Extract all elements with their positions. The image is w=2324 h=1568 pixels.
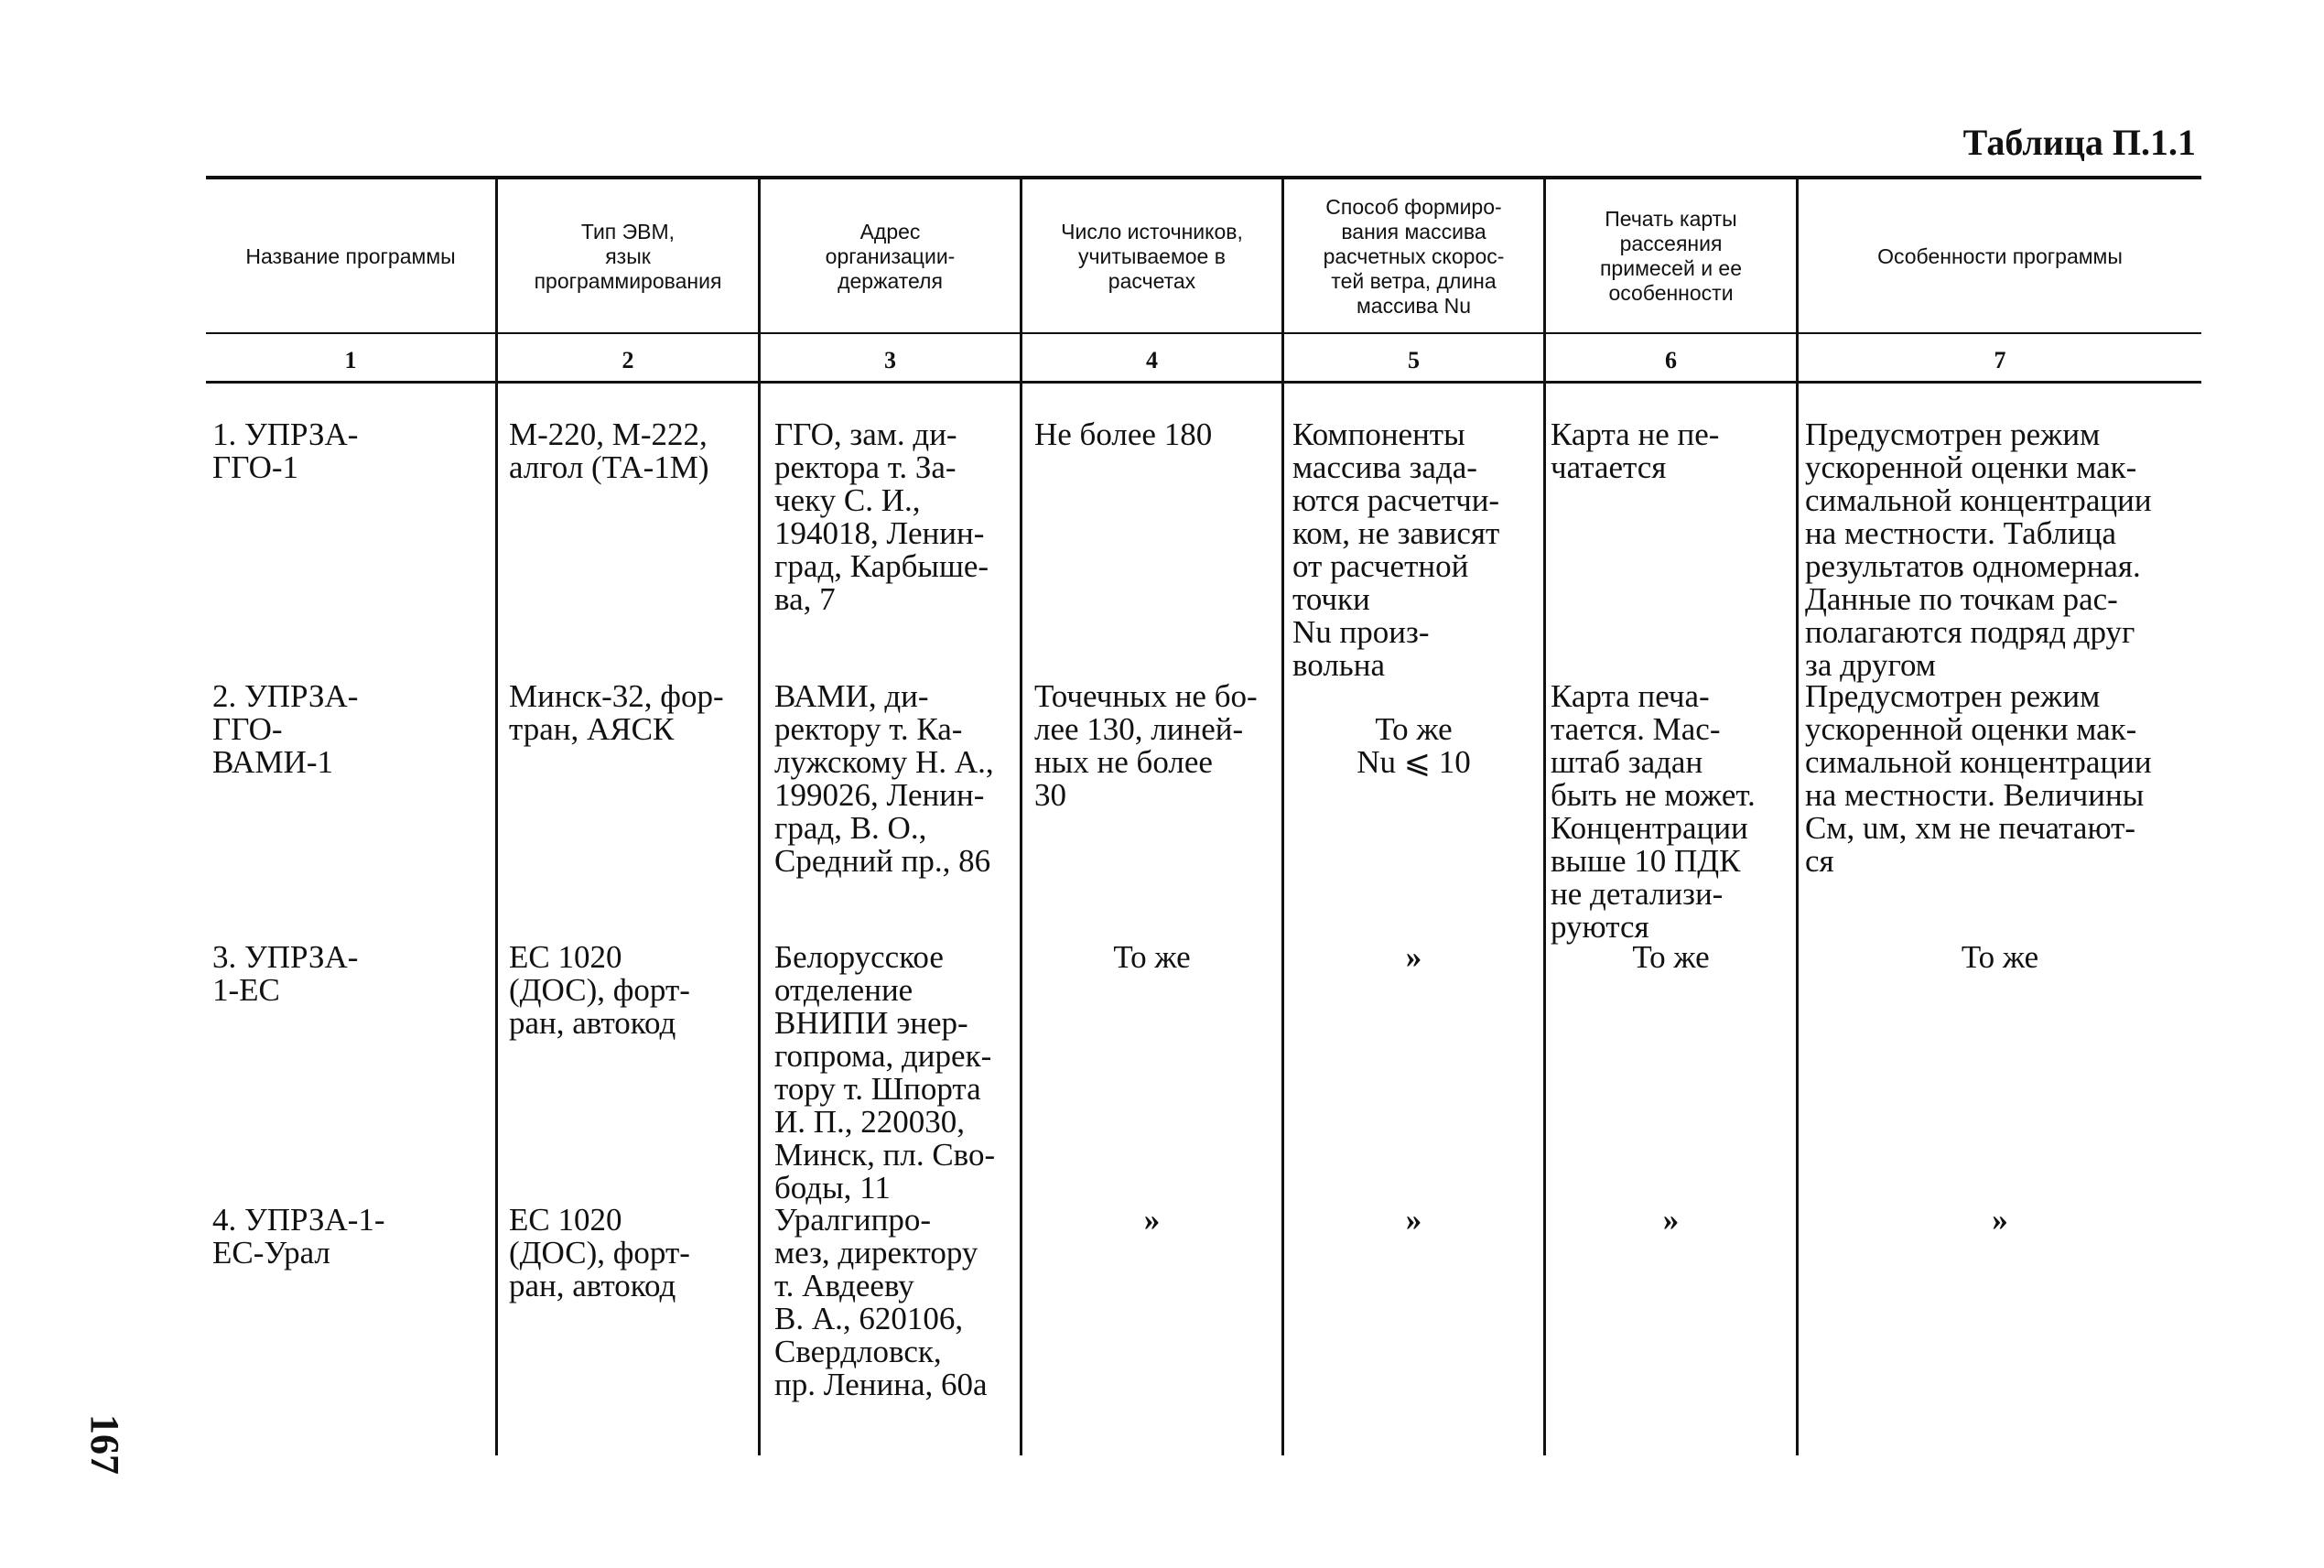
table-cell-organization-address: Белорусское отделение ВНИПИ энер- гопрома, дирек- тору т. Шпорта И. П., 220030, Минск, пл. Сво- боды, 11 (774, 939, 996, 1206)
column-number: 5 (1408, 347, 1420, 373)
table-cell-organization-address: ВАМИ, ди- ректору т. Ка- лужскому Н. А., 199026, Ленин- град, В. О., Средний пр., 86 (774, 678, 994, 879)
column-number: 2 (622, 347, 634, 373)
table-cell-program-features: То же (1961, 939, 2039, 975)
table-cell-program-name: 4. УПРЗА-1- ЕС-Урал (212, 1202, 385, 1271)
table-cell-program-features: Предусмотрен режим ускоренной оценки мак- симальной концентрации на местности. Величины Cм, uм, xм не печатают- ся (1805, 678, 2152, 879)
column-number: 4 (1146, 347, 1158, 373)
table-cell-source-count: Не более 180 (1034, 416, 1213, 452)
table-cell-organization-address: Уралгипро- мез, директору т. Авдееву В. А., 620106, Свердловск, пр. Ленина, 60а (774, 1202, 988, 1402)
table-cell-map-printing: Карта не пе- чатается (1551, 416, 1720, 485)
table-cell-computer-type: Минск-32, фор- тран, АЯСК (509, 678, 724, 747)
column-header-program-features: Особенности программы (1877, 243, 2123, 268)
table-cell-program-name: 2. УПРЗА- ГГО- ВАМИ-1 (212, 678, 359, 780)
column-header-map-printing: Печать карты рассеяния примесей и ее особенности (1599, 207, 1743, 305)
table-cell-wind-array-method: » (1405, 1202, 1422, 1238)
column-header-computer-type: Тип ЭВМ, язык программирования (534, 219, 722, 293)
column-header-program-name: Название программы (245, 243, 456, 268)
table-cell-source-count: » (1143, 1202, 1161, 1238)
table-cell-program-features: Предусмотрен режим ускоренной оценки мак- симальной концентрации на местности. Таблица результатов одномерная. Данные по точкам рас- полагаются подряд друг за другом (1805, 416, 2152, 683)
table-cell-source-count: Точечных не бо- лее 130, линей- ных не более 30 (1034, 678, 1258, 813)
table-cell-program-name: 3. УПРЗА- 1-ЕС (212, 939, 359, 1008)
table-cell-map-printing: » (1662, 1202, 1680, 1238)
table-cell-map-printing: Карта печа- тается. Мас- штаб задан быть не может. Концентрации выше 10 ПДК не детализи- руются (1551, 678, 1756, 945)
table-cell-computer-type: ЕС 1020 (ДОС), форт- ран, автокод (509, 939, 690, 1041)
table-cell-program-features: » (1992, 1202, 2008, 1238)
table-cell-wind-array-method: » (1405, 939, 1422, 975)
table-cell-computer-type: ЕС 1020 (ДОС), форт- ран, автокод (509, 1202, 690, 1303)
table-cell-source-count: То же (1113, 939, 1191, 975)
column-number: 7 (1994, 347, 2006, 373)
column-number: 6 (1665, 347, 1677, 373)
number-row-rule (206, 381, 2201, 384)
column-header-source-count: Число источников, учитываемое в расчетах (1061, 219, 1243, 293)
table-cell-map-printing: То же (1632, 939, 1710, 975)
column-number: 1 (344, 347, 357, 373)
table-cell-program-name: 1. УПРЗА- ГГО-1 (212, 416, 359, 485)
table-cell-organization-address: ГГО, зам. ди- ректора т. За- чеку С. И., 194018, Ленин- град, Карбыше- ва, 7 (774, 416, 989, 617)
table-cell-wind-array-method: Компоненты массива зада- ются расчетчи- ком, не зависят от расчетной точки Nu произ- вольна (1292, 416, 1500, 683)
table-caption: Таблица П.1.1 (1962, 122, 2196, 163)
page-number: 167 (82, 1414, 127, 1475)
table-cell-wind-array-method: То же Nu ⩽ 10 (1357, 711, 1471, 780)
column-header-organization-address: Адрес организации- держателя (825, 219, 956, 293)
column-header-wind-array-method: Способ формиро- вания массива расчетных скорос- тей ветра, длина массива Nu (1323, 194, 1505, 318)
column-number: 3 (884, 347, 896, 373)
table-cell-computer-type: М-220, М-222, алгол (ТА-1М) (509, 416, 709, 485)
